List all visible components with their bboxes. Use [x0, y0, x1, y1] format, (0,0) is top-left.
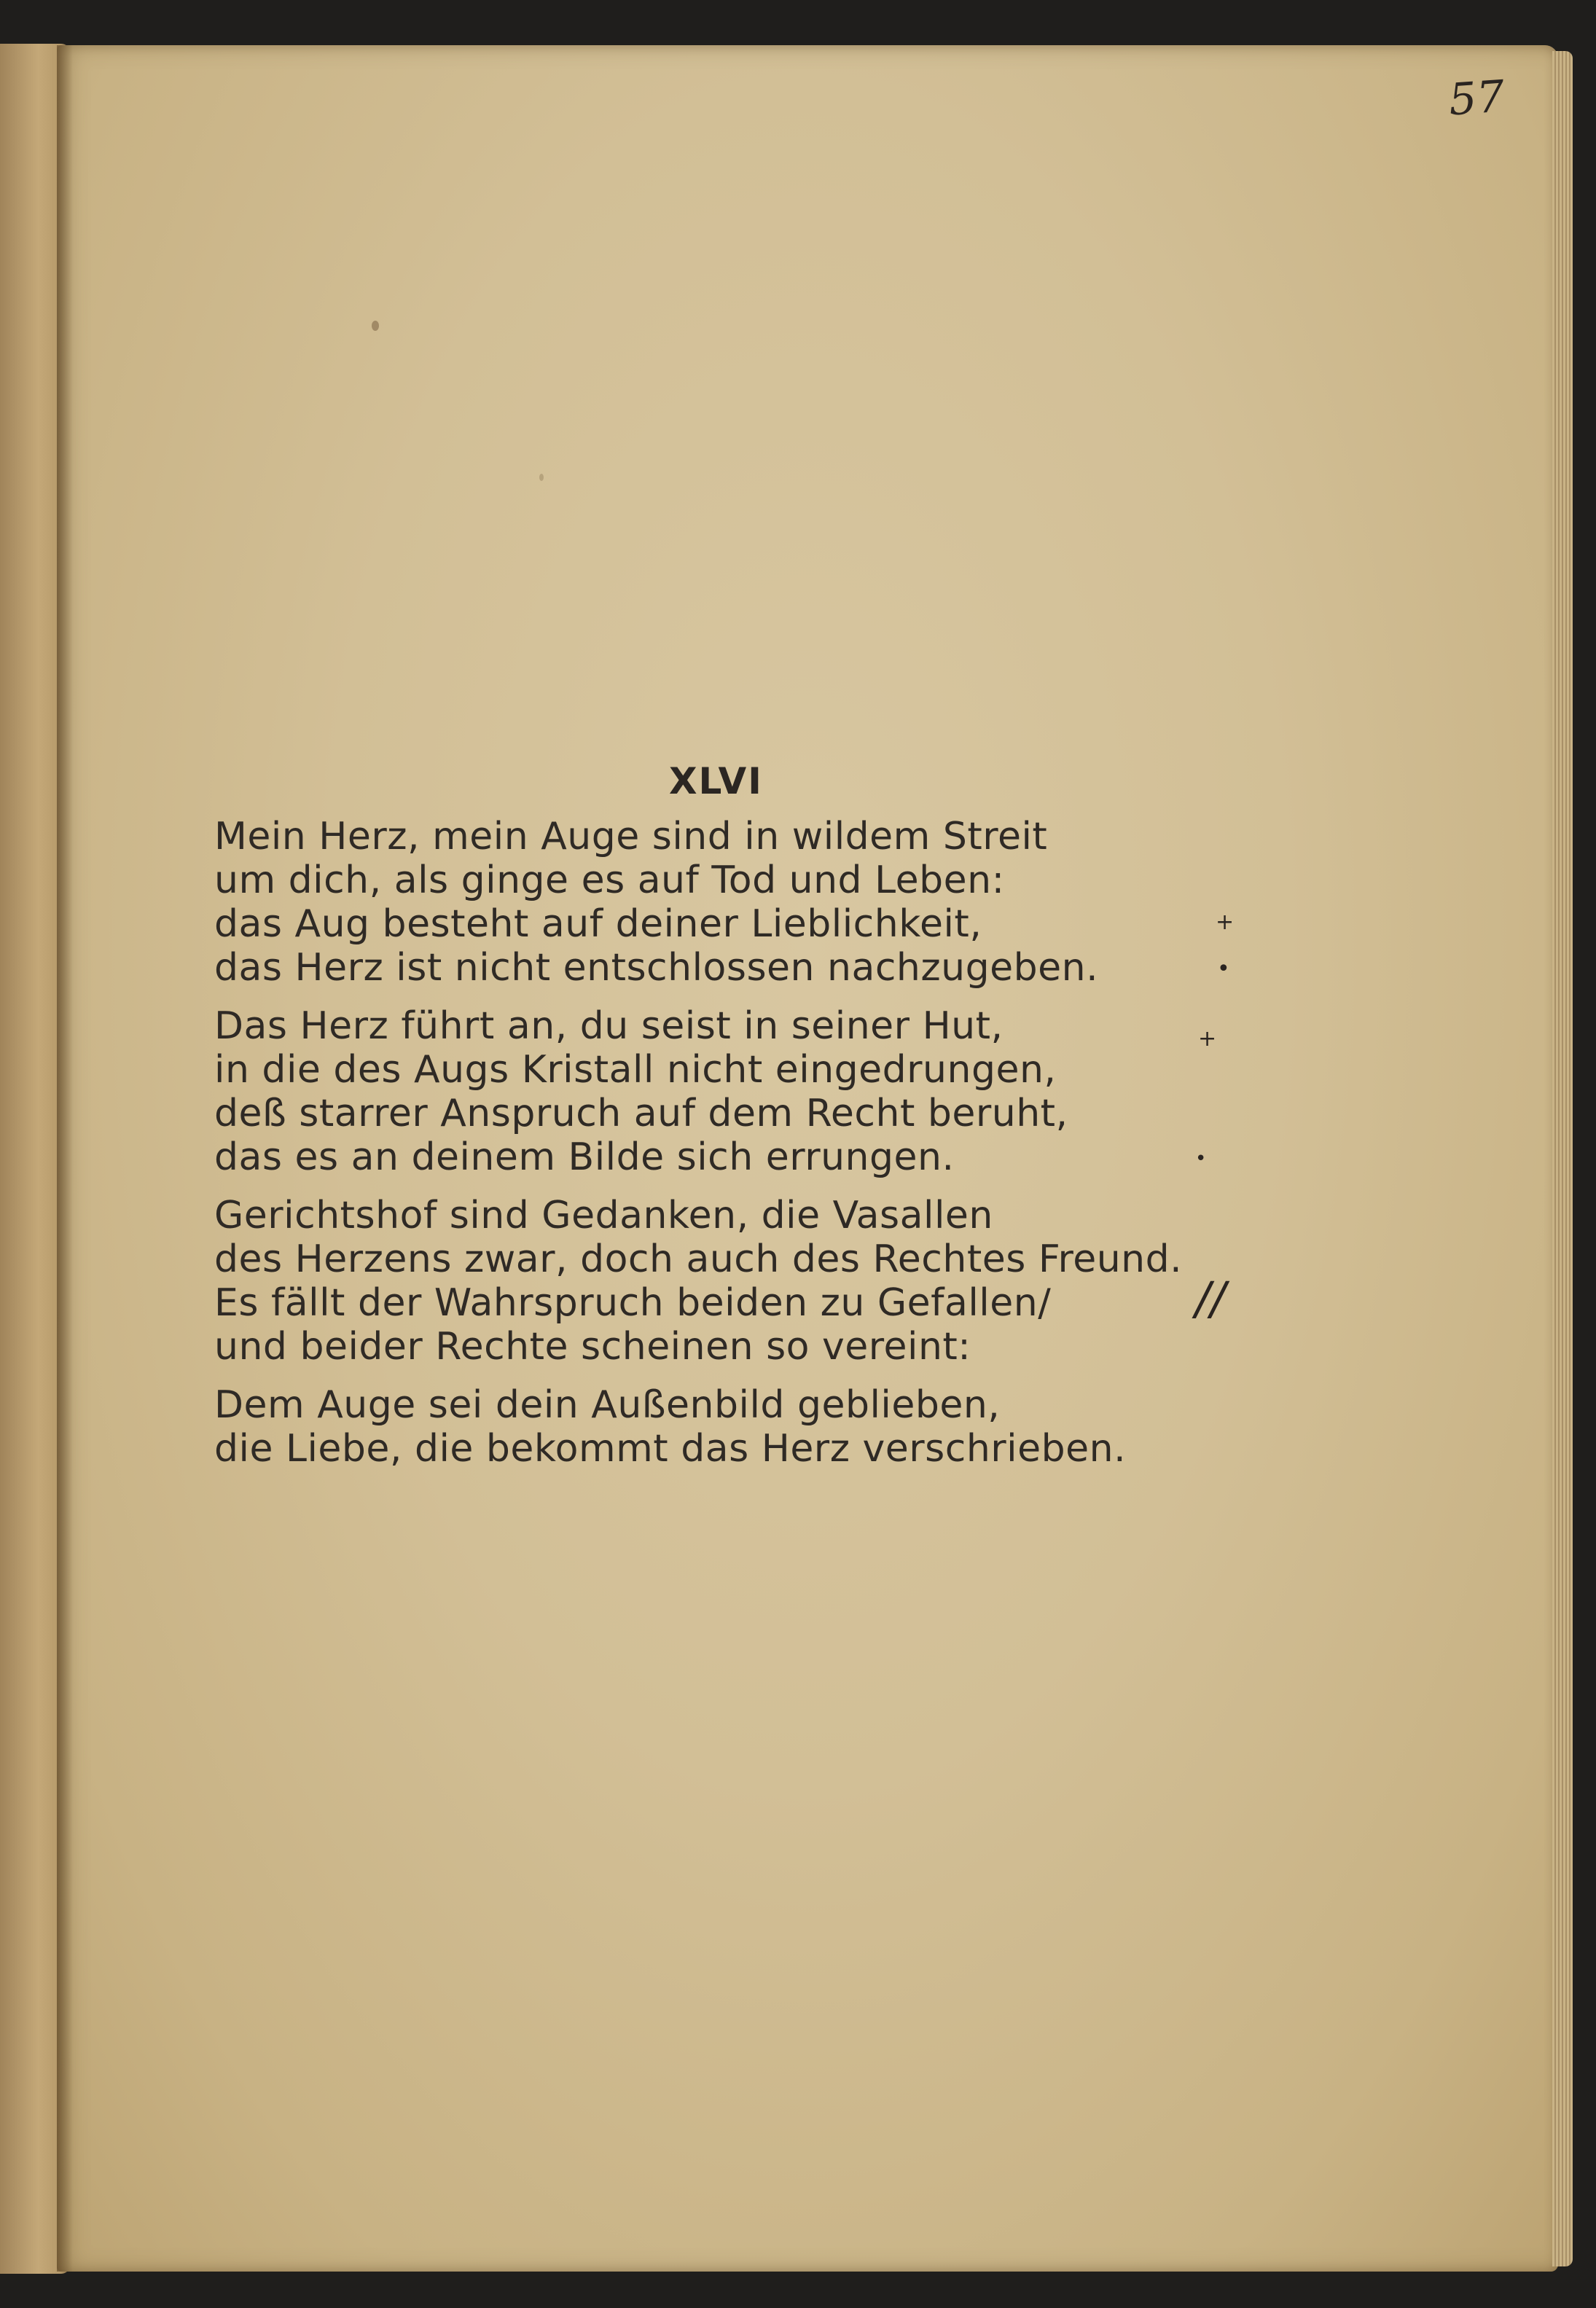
paper-speck	[372, 321, 379, 331]
verse-line: die Liebe, die bekommt das Herz verschrieben.	[214, 1427, 1127, 1471]
page-number: 57	[1447, 71, 1506, 126]
verse-line: Es fällt der Wahrspruch beiden zu Gefallen/	[214, 1281, 1052, 1325]
verse-line: in die des Augs Kristall nicht eingedrungen,	[214, 1048, 1057, 1092]
verse-line: deß starrer Anspruch auf dem Recht beruht,	[214, 1092, 1068, 1135]
verse-line: Mein Herz, mein Auge sind in wildem Streit	[214, 815, 1048, 858]
verse-line: das es an deinem Bilde sich errungen.	[214, 1135, 955, 1179]
verse-line: und beider Rechte scheinen so vereint:	[214, 1325, 971, 1369]
margin-mark: +	[1216, 909, 1235, 935]
verse-line: um dich, als ginge es auf Tod und Leben:	[214, 858, 1005, 902]
verse-line: das Herz ist nicht entschlossen nachzugeben.	[214, 946, 1099, 990]
verse-line: des Herzens zwar, doch auch des Rechtes Freund.	[214, 1237, 1183, 1281]
verse-line: Das Herz führt an, du seist in seiner Hut,	[214, 1004, 1004, 1048]
stanza-4	[214, 1383, 1307, 1471]
poem-title: XLVI	[669, 760, 763, 802]
margin-mark: •	[1217, 956, 1230, 982]
margin-mark: +	[1198, 1026, 1217, 1052]
verse-line: das Aug besteht auf deiner Lieblichkeit,	[214, 902, 982, 946]
paper-speck	[539, 474, 544, 481]
verse-line: Gerichtshof sind Gedanken, die Vasallen	[214, 1194, 993, 1237]
page-stack-edge	[1552, 51, 1573, 2266]
gutter-shadow	[57, 45, 73, 2272]
poem-body	[214, 815, 1307, 1485]
margin-mark: //	[1195, 1272, 1226, 1325]
margin-mark: •	[1195, 1148, 1207, 1170]
verse-line: Dem Auge sei dein Außenbild geblieben,	[214, 1383, 1001, 1427]
stanza-2	[214, 1004, 1307, 1179]
stanza-3	[214, 1194, 1307, 1369]
stanza-1	[214, 815, 1307, 990]
